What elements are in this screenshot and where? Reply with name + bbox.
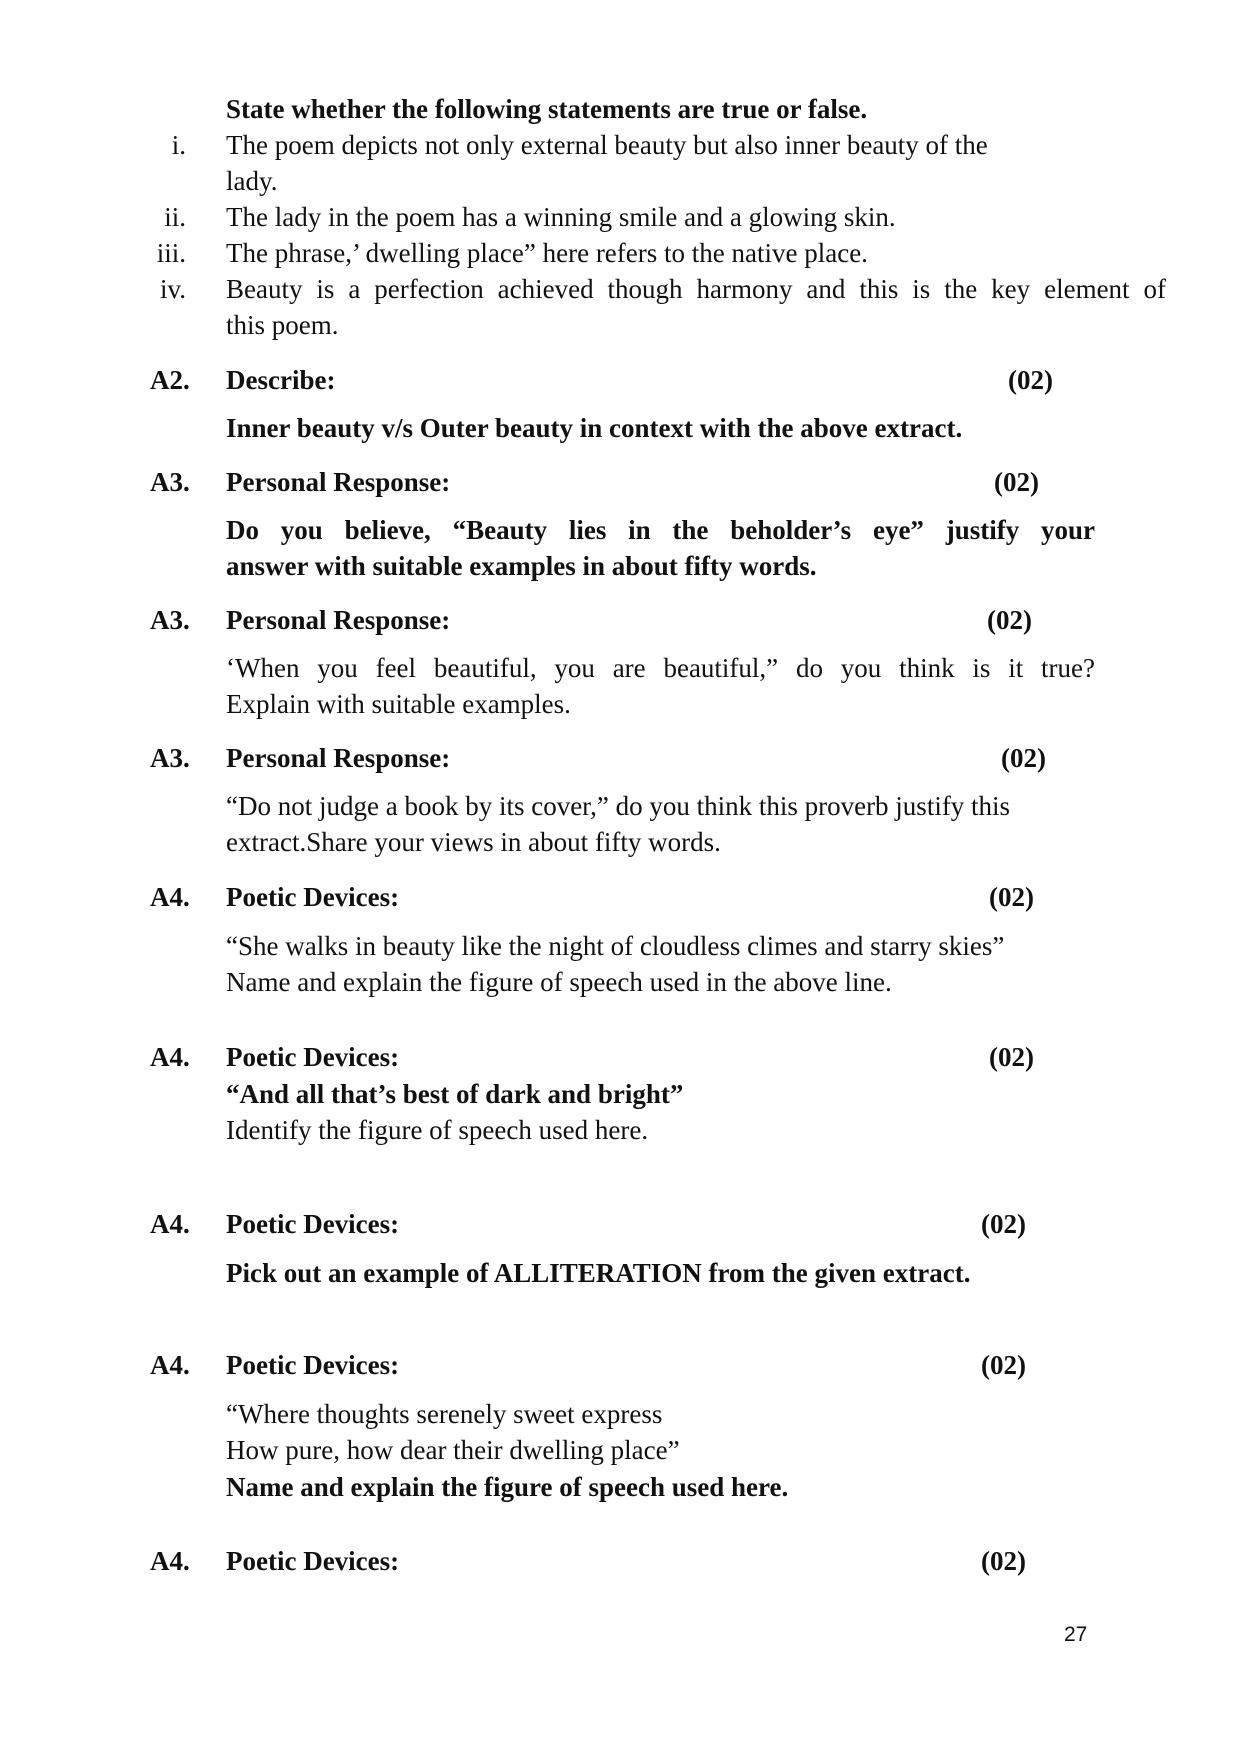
tf-item-text: The poem depicts not only external beauty but also inner beauty of the <box>226 130 988 160</box>
tf-item-text: this poem. <box>226 310 339 340</box>
question-marks: (02) <box>989 1042 1034 1072</box>
question-text: answer with suitable examples in about fifty words. <box>226 551 817 581</box>
question-text: Do you believe, “Beauty lies in the beholder’s eye” justify your <box>226 515 1095 545</box>
question-marks: (02) <box>981 1350 1026 1380</box>
tf-item-number: i. <box>171 130 186 160</box>
question-text: How pure, how dear their dwelling place” <box>226 1435 680 1465</box>
question-text: “Do not judge a book by its cover,” do you think this proverb justify this <box>226 791 1011 821</box>
tf-item-number: iv. <box>160 274 186 304</box>
question-text: extract.Share your views in about fifty words. <box>226 827 721 857</box>
question-label: A3. <box>150 605 190 635</box>
question-label: A4. <box>150 882 190 912</box>
question-title: Poetic Devices: <box>226 882 400 912</box>
page-number: 27 <box>1064 1623 1088 1646</box>
question-text: Inner beauty v/s Outer beauty in context with the above extract. <box>226 413 963 443</box>
question-marks: (02) <box>981 1546 1026 1576</box>
question-title: Poetic Devices: <box>226 1042 400 1072</box>
question-marks: (02) <box>989 882 1034 912</box>
question-label: A4. <box>150 1209 190 1239</box>
question-label: A2. <box>150 365 190 395</box>
question-title: Poetic Devices: <box>226 1350 400 1380</box>
question-title: Poetic Devices: <box>226 1546 400 1576</box>
question-text: “Where thoughts serenely sweet express <box>226 1399 663 1429</box>
question-text: “She walks in beauty like the night of cloudless climes and starry skies” <box>226 931 1005 961</box>
question-text: Pick out an example of ALLITERATION from the given extract. <box>226 1258 971 1288</box>
question-text: Identify the figure of speech used here. <box>226 1115 649 1145</box>
question-title: Personal Response: <box>226 467 451 497</box>
question-marks: (02) <box>987 605 1032 635</box>
question-marks: (02) <box>981 1209 1026 1239</box>
question-text: Name and explain the figure of speech used here. <box>226 1472 789 1502</box>
question-label: A3. <box>150 743 190 773</box>
question-label: A4. <box>150 1546 190 1576</box>
tf-item-number: ii. <box>164 202 186 232</box>
question-title: Personal Response: <box>226 743 451 773</box>
question-marks: (02) <box>1001 743 1046 773</box>
tf-heading: State whether the following statements are true or false. <box>226 94 868 124</box>
question-title: Describe: <box>226 365 336 395</box>
tf-item-text: The lady in the poem has a winning smile and a glowing skin. <box>226 202 896 232</box>
question-text: Name and explain the figure of speech used in the above line. <box>226 967 892 997</box>
question-text: “And all that’s best of dark and bright” <box>226 1079 684 1109</box>
question-text: Explain with suitable examples. <box>226 689 571 719</box>
tf-item-text: The phrase,’ dwelling place” here refers to the native place. <box>226 238 868 268</box>
question-marks: (02) <box>1008 365 1053 395</box>
question-label: A4. <box>150 1042 190 1072</box>
tf-item-number: iii. <box>156 238 186 268</box>
question-text: ‘When you feel beautiful, you are beautiful,” do you think is it true? <box>226 653 1095 683</box>
tf-item-text: Beauty is a perfection achieved though harmony and this is the key element of <box>226 274 1166 304</box>
question-title: Poetic Devices: <box>226 1209 400 1239</box>
question-title: Personal Response: <box>226 605 451 635</box>
question-label: A3. <box>150 467 190 497</box>
question-label: A4. <box>150 1350 190 1380</box>
tf-item-text: lady. <box>226 166 278 196</box>
question-marks: (02) <box>994 467 1039 497</box>
